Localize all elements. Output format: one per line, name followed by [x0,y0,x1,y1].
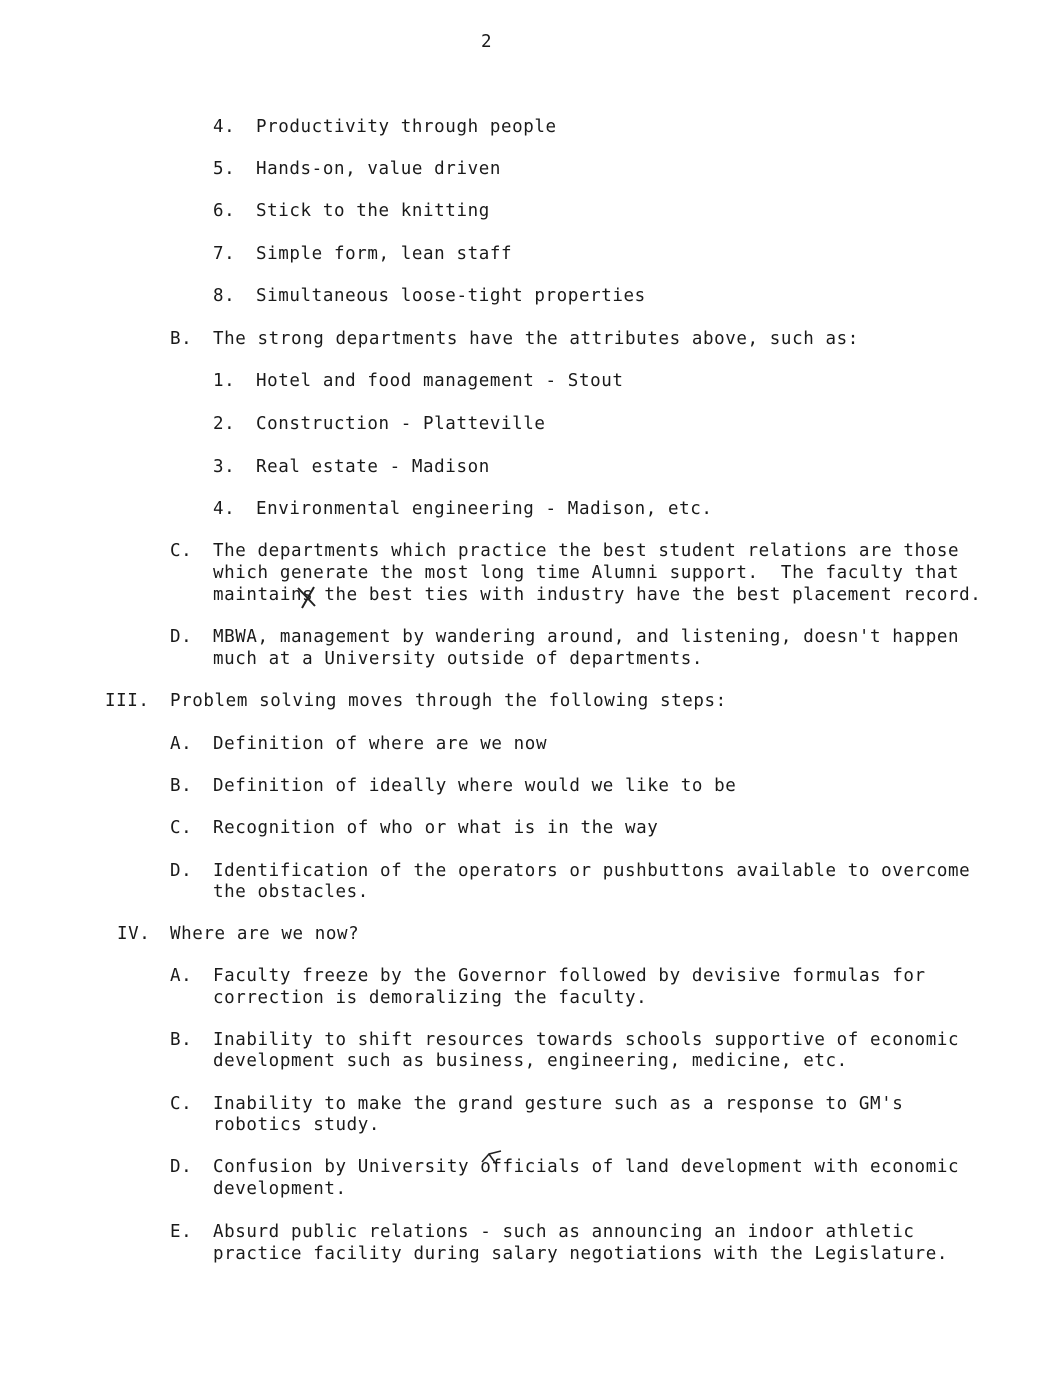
item-text: The departments which practice the best student relations are those [213,541,960,561]
item-text: Definition of ideally where would we like to be [213,776,737,796]
item-marker: D. [170,1157,193,1177]
list-item [0,456,490,478]
section-text: Where are we now? [170,924,360,944]
item-text: Construction - Platteville [256,414,546,434]
item-text: Inability to make the grand gesture such as a response to GM's [213,1094,904,1114]
section-heading [0,690,727,712]
item-text: Productivity through people [256,117,557,137]
handwritten-insert-mark [479,1150,505,1168]
item-text: development such as business, engineering, medicine, etc. [213,1051,848,1071]
item-text: Real estate - Madison [256,457,490,477]
item-text: Hotel and food management - Stout [256,371,624,391]
section-text: Problem solving moves through the following steps: [170,691,727,711]
item-marker: 2. [213,414,236,434]
list-item [0,1093,904,1115]
item-marker: D. [170,861,193,881]
list-item [0,498,713,520]
list-item-continuation [0,1243,948,1265]
list-item [0,733,548,755]
list-item [0,370,624,392]
item-marker: C. [170,541,193,561]
list-item-continuation [0,881,369,903]
item-text: Absurd public relations - such as announcing an indoor athletic [213,1222,915,1242]
list-item [0,817,659,839]
item-marker: 1. [213,371,236,391]
item-text: much at a University outside of departments. [213,649,703,669]
item-marker: 4. [213,117,236,137]
item-text: Definition of where are we now [213,734,548,754]
item-text: Identification of the operators or pushbuttons available to overcome [213,861,971,881]
item-marker: B. [170,329,193,349]
list-item [0,158,501,180]
list-item [0,328,859,350]
item-text: Recognition of who or what is in the way [213,818,659,838]
item-text: The strong departments have the attributes above, such as: [213,329,859,349]
list-item [0,860,971,882]
item-text: practice facility during salary negotiations with the Legislature. [213,1244,948,1264]
item-marker: 7. [213,244,236,264]
item-text: MBWA, management by wandering around, and listening, doesn't happen [213,627,960,647]
item-marker: 4. [213,499,236,519]
item-text: Confusion by University officials of land development with economic [213,1157,960,1177]
item-marker: A. [170,966,193,986]
list-item [0,200,490,222]
item-text: maintains the best ties with industry have the best placement record. [213,585,982,605]
list-item [0,285,646,307]
section-marker: III. [105,691,150,711]
item-text: Stick to the knitting [256,201,490,221]
item-marker: B. [170,1030,193,1050]
handwritten-strike-mark [296,584,318,610]
list-item [0,116,557,138]
list-item [0,1156,960,1178]
list-item [0,540,960,562]
item-marker: E. [170,1222,193,1242]
list-item [0,775,737,797]
item-text: the obstacles. [213,882,369,902]
list-item-continuation [0,562,960,584]
item-marker: C. [170,1094,193,1114]
item-text: Hands-on, value driven [256,159,501,179]
list-item [0,626,960,648]
list-item [0,1029,960,1051]
item-text: which generate the most long time Alumni support. The faculty that [213,563,960,583]
list-item-continuation [0,987,648,1009]
item-text: correction is demoralizing the faculty. [213,988,648,1008]
list-item-continuation [0,648,703,670]
list-item [0,965,926,987]
item-marker: C. [170,818,193,838]
item-marker: 8. [213,286,236,306]
item-marker: B. [170,776,193,796]
section-marker: IV. [117,924,151,944]
list-item [0,413,546,435]
list-item-continuation [0,1114,381,1136]
item-marker: D. [170,627,193,647]
list-item-continuation [0,1050,848,1072]
item-text: Faculty freeze by the Governor followed by devisive formulas for [213,966,926,986]
item-text: robotics study. [213,1115,381,1135]
page-number: 2 [481,32,492,52]
list-item [0,1221,915,1243]
item-text: Inability to shift resources towards schools supportive of economic [213,1030,960,1050]
item-marker: 6. [213,201,236,221]
item-text: Simultaneous loose-tight properties [256,286,646,306]
list-item-continuation [0,584,982,606]
item-marker: 5. [213,159,236,179]
item-marker: A. [170,734,193,754]
list-item-continuation [0,1178,347,1200]
item-marker: 3. [213,457,236,477]
section-heading [0,923,360,945]
item-text: Environmental engineering - Madison, etc. [256,499,713,519]
list-item [0,243,513,265]
item-text: development. [213,1179,347,1199]
item-text: Simple form, lean staff [256,244,513,264]
